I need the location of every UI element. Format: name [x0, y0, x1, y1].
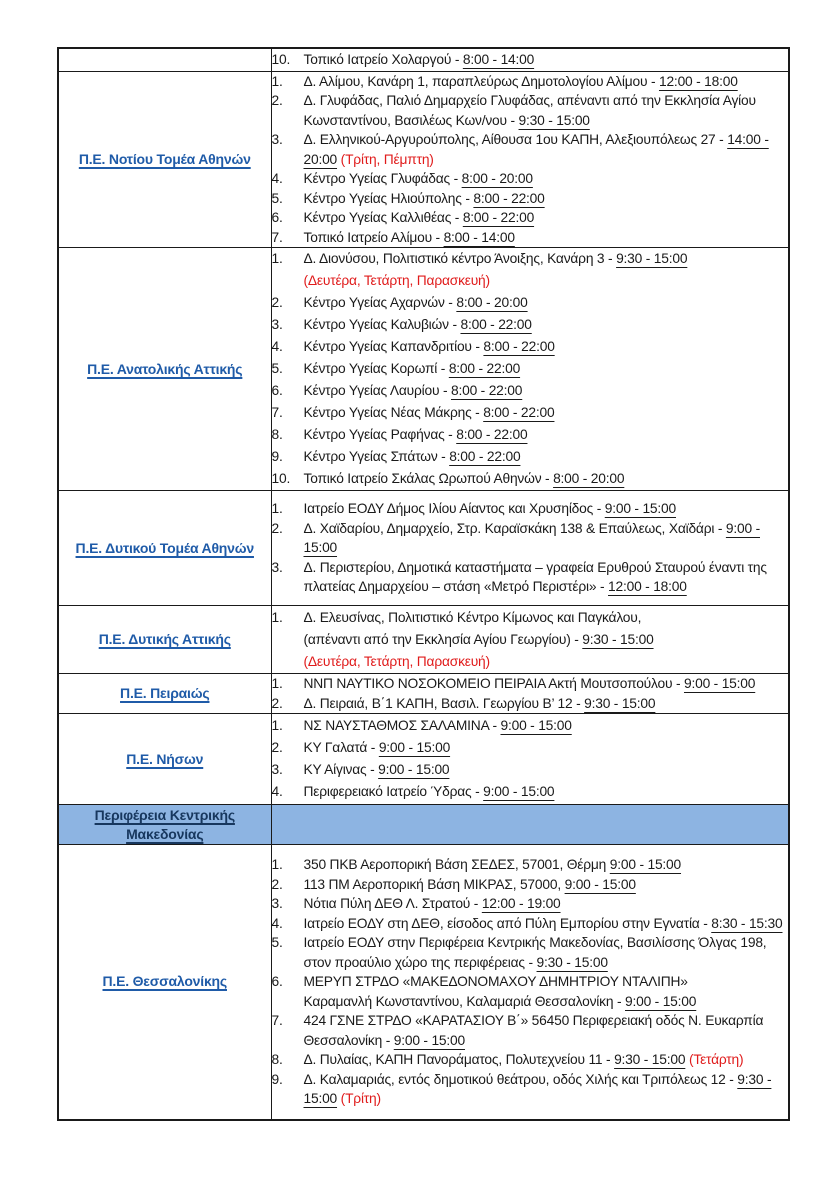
hours-text: 9:00 - 15:00: [393, 1032, 465, 1048]
location-text: Δ. Αλίμου, Κανάρη 1, παραπλεύρως Δημοτολογίου Αλίμου -: [303, 73, 659, 89]
schedule-item: [272, 875, 789, 895]
schedule-item: [272, 558, 789, 597]
location-text: Δ. Ελευσίνας, Πολιτιστικό Κέντρο Κίμωνος και Παγκάλου,: [303, 609, 642, 625]
region-cell: [58, 805, 271, 845]
locations-cell: [271, 491, 789, 606]
item-number: 5.: [271, 361, 283, 376]
item-text: [304, 855, 789, 875]
days-note: (Δευτέρα, Τετάρτη, Παρασκευή): [303, 653, 490, 669]
schedule-item: [272, 248, 789, 292]
location-text: Δ. Ελληνικού-Αργυρούπολης, Αίθουσα 1ου ΚΑΠΗ, Αλεξιουπόλεως 27 -: [303, 132, 728, 147]
days-note: (Τετάρτη): [688, 1052, 744, 1067]
schedule-item: [272, 189, 789, 209]
schedule-row: [58, 491, 789, 606]
schedule-item: [272, 228, 789, 248]
item-text: [304, 894, 789, 914]
item-number: 8.: [271, 427, 283, 442]
location-text: Δ. Χαϊδαρίου, Δημαρχείο, Στρ. Καραϊσκάκη 138 & Επαύλεως, Χαϊδάρι -: [303, 520, 726, 536]
item-number: 2.: [271, 695, 283, 711]
item-text: [304, 292, 789, 314]
locations-cell: [271, 248, 789, 491]
locations-cell: [271, 714, 789, 805]
schedule-row: [58, 805, 789, 845]
item-text: [304, 336, 789, 358]
item-number: 4.: [271, 339, 283, 354]
hours-text: 9:30 - 15:00: [616, 251, 688, 266]
hours-text: 8:00 - 14:00: [462, 52, 535, 67]
schedule-item: [272, 607, 789, 673]
item-number: 2.: [271, 93, 283, 108]
location-text: 113 ΠΜ Αεροπορική Βάση ΜΙΚΡΑΣ, 57000,: [303, 876, 565, 892]
region-link[interactable]: Π.Ε. Ανατολικής Αττικής: [87, 360, 243, 377]
location-text: 424 ΓΣΝΕ ΣΤΡΔΟ «ΚΑΡΑΤΑΣΙΟΥ Β΄» 56450 Περιφερειακή οδός Ν. Ευκαρπία Θεσσαλονίκη -: [303, 1013, 764, 1048]
location-text: ΚΥ Γαλατά -: [303, 740, 379, 755]
region-cell: [58, 48, 271, 71]
hours-text: 9:30 - 15:00: [518, 112, 590, 128]
schedule-item: [272, 424, 789, 446]
location-text: Δ. Πυλαίας, ΚΑΠΗ Πανοράματος, Πολυτεχνείου 11 -: [303, 1052, 615, 1067]
locations-cell: [271, 606, 789, 674]
hours-text: 8:00 - 22:00: [483, 405, 555, 420]
schedule-item: [272, 694, 789, 714]
item-text: [304, 358, 789, 380]
hours-text: 9:00 - 15:00: [604, 501, 676, 517]
item-number: 3.: [271, 762, 283, 777]
locations-cell: [271, 805, 789, 845]
schedule-item: [272, 208, 789, 228]
item-text: [304, 380, 789, 402]
hours-text: 8:00 - 20:00: [461, 171, 533, 186]
hours-text: 8:30 - 15:30: [711, 915, 783, 931]
schedule-row: [58, 845, 789, 1120]
locations-cell: [271, 48, 789, 71]
schedule-item: [272, 499, 789, 519]
item-number: 3.: [271, 132, 283, 147]
hours-text: 14:00 - 20:00: [303, 132, 769, 167]
item-text: [304, 607, 789, 673]
item-text: [304, 72, 789, 92]
item-text: [304, 674, 789, 694]
schedule-item: [272, 972, 789, 1011]
location-text: Κέντρο Υγείας Ραφήνας -: [303, 427, 457, 442]
location-text: Περιφερειακό Ιατρείο Ύδρας -: [303, 784, 484, 799]
item-number: 10.: [271, 471, 291, 486]
schedule-item: [272, 894, 789, 914]
hours-text: 9:00 - 15:00: [378, 740, 451, 755]
location-text: Ιατρείο ΕΟΔΥ στη ΔΕΘ, είσοδος από Πύλη Εμπορίου στην Εγνατία -: [303, 915, 712, 931]
hours-text: 9:00 - 15:00: [564, 876, 636, 892]
schedule-item: [272, 380, 789, 402]
location-text: Δ. Διονύσου, Πολιτιστικό κέντρο Άνοιξης, Κανάρη 3 -: [303, 251, 617, 266]
locations-cell: [271, 71, 789, 248]
item-text: [304, 1011, 789, 1050]
item-number: 9.: [271, 449, 283, 464]
schedule-item: [272, 855, 789, 875]
schedule-item: [272, 50, 789, 70]
region-cell: [58, 71, 271, 248]
item-number: 1.: [271, 857, 283, 872]
location-text: Κέντρο Υγείας Καλλιθέας -: [303, 210, 463, 225]
item-number: 2.: [271, 295, 283, 310]
location-text: ΜΕΡΥΠ ΣΤΡΔΟ «ΜΑΚΕΔΟΝΟΜΑΧΟΥ ΔΗΜΗΤΡΙΟΥ ΝΤΑΛΙΠΗ»: [303, 974, 688, 989]
schedule-item: [272, 519, 789, 558]
region-link[interactable]: Π.Ε. Νοτίου Τομέα Αθηνών: [78, 150, 251, 167]
item-text: [304, 781, 789, 803]
location-text: Κέντρο Υγείας Καπανδριτίου -: [303, 339, 484, 354]
item-text: [304, 933, 789, 972]
schedule-item: [272, 358, 789, 380]
schedule-item: [272, 314, 789, 336]
item-number: 5.: [271, 935, 283, 950]
item-number: 1.: [271, 718, 283, 733]
item-number: 4.: [271, 915, 283, 931]
region-link[interactable]: Π.Ε. Πειραιώς: [120, 685, 210, 701]
location-text: ΝΣ ΝΑΥΣΤΑΘΜΟΣ ΣΑΛΑΜΙΝΑ -: [303, 718, 501, 733]
hours-text: 9:00 - 15:00: [500, 718, 572, 733]
item-number: 7.: [271, 1013, 283, 1028]
schedule-item: [272, 72, 789, 92]
item-number: 8.: [271, 1052, 283, 1067]
hours-text: 8:00 - 22:00: [460, 317, 532, 332]
item-text: [304, 208, 789, 228]
schedule-item: [272, 169, 789, 189]
days-note: (Τρίτη, Πέμπτη): [340, 151, 434, 167]
schedule-item: [272, 715, 789, 737]
item-text: [304, 468, 789, 490]
location-text: (απέναντι από την Εκκλησία Αγίου Γεωργίου) -: [303, 631, 583, 647]
item-number: 5.: [271, 190, 283, 206]
hours-text: 9:00 - 15:00: [625, 993, 697, 1009]
location-text: Ιατρείο ΕΟΔΥ Δήμος Ιλίου Αίαντος και Χρυσηίδος -: [303, 501, 605, 517]
item-text: [304, 1050, 789, 1070]
locations-cell: [271, 845, 789, 1120]
item-text: [304, 759, 789, 781]
item-text: [304, 715, 789, 737]
item-text: [304, 402, 789, 424]
item-text: [304, 424, 789, 446]
hours-text: 8:00 - 14:00: [443, 229, 515, 245]
hours-text: 12:00 - 19:00: [481, 896, 561, 911]
days-note: (Τρίτη): [340, 1091, 381, 1106]
item-number: 1.: [271, 676, 283, 691]
schedule-item: [272, 91, 789, 130]
location-text: Νότια Πύλη ΔΕΘ Λ. Στρατού -: [303, 896, 482, 911]
schedule-row: [58, 71, 789, 248]
region-cell: [58, 248, 271, 491]
hours-text: 9:30 - 15:00: [582, 631, 654, 647]
item-text: [304, 169, 789, 189]
item-text: [304, 228, 789, 248]
location-text: Τοπικό Ιατρείο Χολαργού -: [303, 52, 463, 67]
item-text: [304, 558, 789, 597]
schedule-row: [58, 714, 789, 805]
region-link[interactable]: Π.Ε. Δυτικού Τομέα Αθηνών: [75, 539, 254, 556]
hours-text: 12:00 - 18:00: [658, 73, 738, 89]
item-text: [304, 189, 789, 209]
item-number: 7.: [271, 405, 283, 420]
item-text: [304, 914, 789, 934]
schedule-table-body: [58, 48, 789, 1120]
schedule-item: [272, 130, 789, 169]
item-number: 1.: [271, 501, 283, 517]
hours-text: 9:30 - 15:00: [614, 1052, 686, 1067]
location-text: Τοπικό Ιατρείο Αλίμου -: [303, 229, 444, 245]
hours-text: 8:00 - 20:00: [553, 471, 625, 486]
schedule-item: [272, 737, 789, 759]
hours-text: 9:00 - 15:00: [609, 857, 682, 872]
region-link[interactable]: Π.Ε. Δυτικής Αττικής: [98, 631, 231, 647]
schedule-item: [272, 914, 789, 934]
region-cell: [58, 674, 271, 714]
location-text: Δ. Περιστερίου, Δημοτικά καταστήματα – γραφεία Ερυθρού Σταυρού έναντι της πλατείας Δημαρχείου – στάση «Μετρό Περιστέρι» -: [303, 559, 767, 595]
location-text: Κέντρο Υγείας Γλυφάδας -: [303, 171, 462, 186]
location-text: Κέντρο Υγείας Σπάτων -: [303, 449, 450, 464]
location-text: Τοπικό Ιατρείο Σκάλας Ωρωπού Αθηνών -: [303, 471, 554, 486]
schedule-item: [272, 1050, 789, 1070]
schedule-item: [272, 781, 789, 803]
region-cell: [58, 845, 271, 1120]
item-number: 2.: [271, 740, 283, 755]
hours-text: 9:30 - 15:00: [536, 954, 608, 970]
item-number: 6.: [271, 210, 283, 225]
hours-text: 9:30 - 15:00: [303, 1071, 772, 1106]
schedule-item: [272, 292, 789, 314]
schedule-item: [272, 402, 789, 424]
region-cell: [58, 606, 271, 674]
hours-text: 9:30 - 15:00: [584, 695, 656, 711]
location-text: Κέντρο Υγείας Λαυρίου -: [303, 383, 451, 398]
schedule-item: [272, 446, 789, 468]
item-text: [304, 91, 789, 130]
days-note: (Δευτέρα, Τετάρτη, Παρασκευή): [303, 273, 490, 288]
schedule-table: [57, 47, 790, 1121]
item-text: [304, 499, 789, 519]
item-text: [304, 314, 789, 336]
item-text: [304, 248, 789, 292]
location-text: Κέντρο Υγείας Αχαρνών -: [303, 295, 457, 310]
location-text: Δ. Καλαμαριάς, εντός δημοτικού θεάτρου, οδός Χιλής και Τριπόλεως 12 -: [303, 1071, 738, 1087]
location-text: Καραμανλή Κωνσταντίνου, Καλαμαριά Θεσσαλονίκη -: [303, 993, 625, 1009]
item-number: 10.: [271, 52, 291, 67]
hours-text: 8:00 - 22:00: [483, 339, 555, 354]
schedule-row: [58, 674, 789, 714]
schedule-item: [272, 1011, 789, 1050]
hours-text: 9:00 - 15:00: [683, 676, 756, 691]
item-number: 3.: [271, 317, 283, 332]
locations-cell: [271, 674, 789, 714]
schedule-item: [272, 1070, 789, 1109]
hours-text: 8:00 - 22:00: [456, 427, 528, 442]
schedule-item: [272, 468, 789, 490]
item-text: [304, 446, 789, 468]
location-text: Δ. Γλυφάδας, Παλιό Δημαρχείο Γλυφάδας, απέναντι από την Εκκλησία Αγίου Κωνσταντίνου, Βασιλέως Κων/νου -: [303, 93, 756, 128]
item-number: 6.: [271, 974, 283, 989]
schedule-item: [272, 336, 789, 358]
item-text: [304, 737, 789, 759]
location-text: 350 ΠΚΒ Αεροπορική Βάση ΣΕΔΕΣ, 57001, Θέρμη: [303, 857, 610, 872]
item-text: [304, 1070, 789, 1109]
item-number: 6.: [271, 383, 283, 398]
item-text: [304, 694, 789, 714]
schedule-item: [272, 933, 789, 972]
item-text: [304, 519, 789, 558]
region-cell: [58, 714, 271, 805]
item-number: 1.: [271, 609, 283, 625]
item-number: 2.: [271, 520, 283, 536]
item-number: 7.: [271, 229, 283, 245]
location-text: Ιατρείο ΕΟΔΥ στην Περιφέρεια Κεντρικής Μακεδονίας, Βασιλίσσης Όλγας 198, στον προαύλιο χώρο της περιφέρειας -: [303, 935, 767, 970]
schedule-item: [272, 674, 789, 694]
schedule-row: [58, 48, 789, 71]
location-text: Κέντρο Υγείας Ηλιούπολης -: [303, 190, 474, 206]
region-link[interactable]: Π.Ε. Θεσσαλονίκης: [102, 973, 227, 990]
location-text: Κέντρο Υγείας Καλυβιών -: [303, 317, 461, 332]
item-number: 4.: [271, 784, 283, 799]
item-number: 1.: [271, 73, 283, 89]
item-text: [304, 50, 789, 70]
hours-text: 12:00 - 18:00: [608, 579, 687, 595]
item-number: 1.: [271, 251, 283, 266]
hours-text: 8:00 - 22:00: [473, 190, 545, 206]
item-number: 3.: [271, 559, 283, 575]
hours-text: 8:00 - 22:00: [449, 449, 521, 464]
schedule-item: [272, 759, 789, 781]
hours-text: 8:00 - 22:00: [448, 361, 521, 376]
hours-text: 8:00 - 22:00: [462, 210, 535, 225]
item-text: [304, 972, 789, 1011]
region-link[interactable]: Π.Ε. Νήσων: [126, 750, 204, 767]
hours-text: 9:00 - 15:00: [303, 520, 760, 556]
item-number: 9.: [271, 1071, 283, 1087]
location-text: ΚΥ Αίγινας -: [303, 762, 379, 777]
hours-text: 8:00 - 20:00: [456, 295, 528, 310]
item-number: 3.: [271, 896, 283, 911]
schedule-row: [58, 606, 789, 674]
hours-text: 9:00 - 15:00: [378, 762, 450, 777]
region-link[interactable]: Περιφέρεια Κεντρικής Μακεδονίας: [94, 806, 235, 842]
hours-text: 9:00 - 15:00: [483, 784, 555, 799]
item-number: 2.: [271, 876, 283, 892]
item-text: [304, 875, 789, 895]
item-text: [304, 130, 789, 169]
location-text: ΝΝΠ ΝΑΥΤΙΚΟ ΝΟΣΟΚΟΜΕΙΟ ΠΕΙΡΑΙΑ Ακτή Μουτσοπούλου -: [303, 676, 684, 691]
location-text: Κέντρο Υγείας Κορωπί -: [303, 361, 449, 376]
region-cell: [58, 491, 271, 606]
schedule-row: [58, 248, 789, 491]
location-text: Κέντρο Υγείας Νέας Μάκρης -: [303, 405, 484, 420]
location-text: Δ. Πειραιά, Β΄1 ΚΑΠΗ, Βασιλ. Γεωργίου Β’ 12 -: [303, 695, 585, 711]
item-number: 4.: [271, 171, 283, 186]
hours-text: 8:00 - 22:00: [451, 383, 523, 398]
